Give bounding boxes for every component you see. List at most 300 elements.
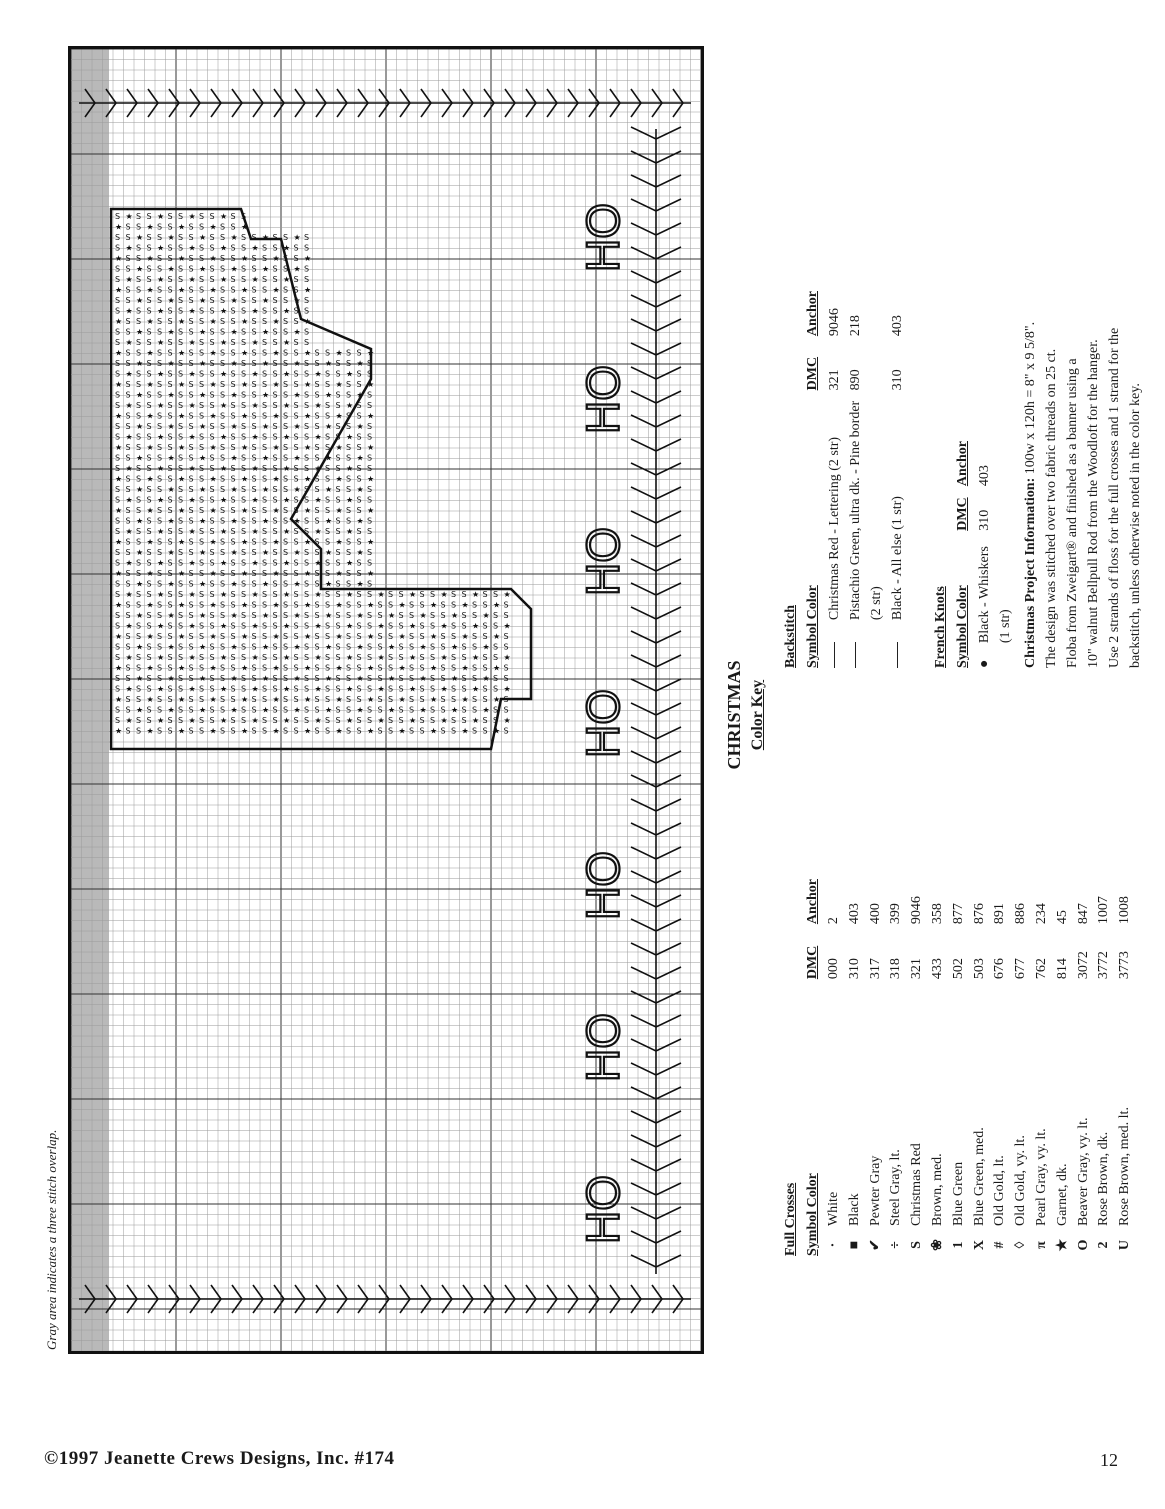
svg-text:S: S (451, 632, 457, 641)
svg-text:S: S (493, 611, 499, 620)
svg-text:S: S (220, 443, 226, 452)
svg-text:★: ★ (325, 548, 333, 557)
svg-text:★: ★ (419, 642, 427, 652)
svg-text:S: S (125, 642, 131, 652)
svg-text:S: S (115, 359, 121, 368)
svg-text:S: S (230, 621, 236, 631)
svg-text:S: S (125, 285, 131, 295)
svg-text:S: S (325, 537, 331, 547)
svg-text:S: S (199, 411, 205, 421)
fc-anchor: 1007 (1096, 896, 1112, 925)
svg-text:★: ★ (503, 684, 511, 694)
svg-text:S: S (293, 716, 299, 725)
svg-text:S: S (220, 695, 226, 704)
svg-text:S: S (220, 254, 226, 263)
svg-text:S: S (199, 338, 205, 347)
svg-text:★: ★ (167, 579, 175, 589)
fc-symbol: π (1033, 1241, 1049, 1249)
svg-text:S: S (293, 726, 299, 736)
svg-text:S: S (356, 558, 362, 568)
svg-text:S: S (482, 600, 488, 610)
svg-text:S: S (209, 558, 215, 568)
svg-text:S: S (272, 327, 278, 337)
svg-text:S: S (178, 464, 184, 473)
svg-text:★: ★ (178, 285, 186, 295)
svg-text:★: ★ (209, 254, 217, 263)
full-cross-row (1053, 871, 1074, 1256)
svg-text:S: S (125, 537, 131, 547)
svg-text:S: S (356, 443, 362, 452)
svg-text:★: ★ (167, 296, 175, 305)
svg-text:★: ★ (136, 579, 144, 589)
svg-text:S: S (209, 527, 215, 536)
svg-text:★: ★ (335, 632, 343, 641)
svg-text:S: S (230, 401, 236, 410)
svg-text:S: S (398, 674, 404, 683)
svg-text:★: ★ (377, 621, 385, 631)
svg-text:★: ★ (146, 254, 154, 263)
svg-text:S: S (283, 537, 289, 547)
full-cross-row (970, 871, 991, 1256)
svg-text:S: S (262, 632, 268, 641)
fc-dmc: 3772 (1096, 951, 1112, 980)
svg-text:S: S (241, 579, 247, 589)
svg-text:S: S (230, 632, 236, 641)
fc-dmc: 433 (929, 958, 945, 980)
svg-text:★: ★ (199, 390, 207, 400)
svg-text:S: S (430, 653, 436, 662)
svg-text:S: S (272, 464, 278, 473)
svg-text:S: S (199, 275, 205, 284)
svg-text:★: ★ (136, 264, 144, 274)
svg-text:★: ★ (220, 338, 228, 347)
svg-text:S: S (241, 464, 247, 473)
svg-text:S: S (136, 432, 142, 442)
svg-text:★: ★ (346, 590, 354, 599)
svg-text:★: ★ (157, 653, 165, 662)
svg-text:S: S (293, 600, 299, 610)
svg-text:★: ★ (409, 621, 417, 631)
svg-text:S: S (388, 600, 394, 610)
svg-text:S: S (146, 558, 152, 568)
fc-color: Blue Green, med. (971, 1127, 987, 1227)
svg-text:S: S (503, 705, 509, 715)
svg-text:★: ★ (146, 380, 154, 389)
svg-text:S: S (251, 579, 257, 589)
svg-text:S: S (125, 422, 131, 431)
svg-text:★: ★ (125, 243, 133, 253)
fc-dmc: 310 (846, 958, 862, 980)
svg-text:★: ★ (335, 474, 343, 484)
svg-text:S: S (167, 527, 173, 536)
svg-text:★: ★ (146, 285, 154, 295)
svg-text:★: ★ (451, 674, 459, 683)
svg-text:★: ★ (304, 506, 312, 515)
svg-text:S: S (283, 264, 289, 274)
svg-text:★: ★ (314, 401, 322, 410)
svg-text:★: ★ (388, 642, 396, 652)
svg-text:★: ★ (493, 663, 501, 673)
svg-text:S: S (388, 695, 394, 704)
svg-text:★: ★ (167, 642, 175, 652)
svg-text:S: S (272, 558, 278, 568)
svg-text:S: S (167, 621, 173, 631)
svg-text:★: ★ (377, 684, 385, 694)
svg-text:S: S (167, 317, 173, 326)
svg-text:S: S (251, 380, 257, 389)
svg-text:★: ★ (199, 453, 207, 463)
svg-text:★: ★ (241, 317, 249, 326)
svg-text:S: S (293, 464, 299, 473)
svg-text:★: ★ (188, 527, 196, 536)
project-info-line: Use 2 strands of floss for the full crosses and 1 strand for the (1107, 327, 1122, 668)
svg-text:★: ★ (251, 558, 259, 568)
svg-text:S: S (325, 464, 331, 473)
fc-color: Blue Green (950, 1161, 966, 1227)
svg-text:S: S (146, 464, 152, 473)
svg-text:S: S (451, 663, 457, 673)
svg-text:S: S (136, 558, 142, 568)
svg-text:★: ★ (188, 432, 196, 442)
svg-text:S: S (251, 632, 257, 641)
svg-text:S: S (356, 369, 362, 379)
svg-text:S: S (440, 632, 446, 641)
svg-text:S: S (304, 516, 310, 526)
svg-text:★: ★ (188, 558, 196, 568)
svg-text:S: S (125, 726, 131, 736)
svg-text:S: S (188, 222, 194, 232)
svg-text:S: S (209, 243, 215, 253)
svg-text:★: ★ (272, 506, 280, 515)
svg-text:★: ★ (398, 600, 406, 610)
svg-text:★: ★ (461, 600, 469, 610)
svg-text:S: S (167, 474, 173, 484)
svg-text:★: ★ (251, 338, 259, 347)
svg-text:S: S (146, 338, 152, 347)
svg-text:S: S (272, 338, 278, 347)
svg-text:S: S (262, 726, 268, 736)
svg-text:S: S (125, 506, 131, 515)
project-info-line: Floba from Zweigart® and finished as a banner using a (1065, 358, 1080, 668)
cross-stitch-chart (68, 46, 704, 1354)
svg-text:S: S (241, 401, 247, 410)
svg-text:★: ★ (304, 348, 312, 358)
svg-text:S: S (293, 537, 299, 547)
svg-text:S: S (356, 495, 362, 505)
svg-text:S: S (115, 422, 121, 431)
svg-text:S: S (178, 653, 184, 662)
svg-text:★: ★ (335, 663, 343, 673)
svg-text:S: S (178, 558, 184, 568)
svg-text:★: ★ (262, 516, 270, 526)
svg-text:S: S (220, 222, 226, 232)
svg-text:S: S (178, 716, 184, 725)
svg-text:★: ★ (251, 527, 259, 536)
svg-text:S: S (346, 663, 352, 673)
svg-text:★: ★ (178, 254, 186, 263)
svg-text:★: ★ (157, 621, 165, 631)
svg-text:S: S (304, 527, 310, 536)
line-symbol-icon (855, 642, 856, 668)
svg-text:S: S (199, 632, 205, 641)
svg-text:S: S (314, 348, 320, 358)
fc-symbol: S (909, 1241, 925, 1249)
svg-text:S: S (283, 579, 289, 589)
svg-text:S: S (283, 233, 289, 242)
svg-text:S: S (251, 317, 257, 326)
svg-text:S: S (220, 611, 226, 620)
svg-text:S: S (199, 495, 205, 505)
svg-text:★: ★ (472, 653, 480, 662)
svg-text:S: S (419, 590, 425, 599)
fc-anchor: 886 (1013, 903, 1029, 925)
svg-text:S: S (209, 590, 215, 599)
svg-text:S: S (325, 443, 331, 452)
svg-text:S: S (178, 359, 184, 368)
svg-text:★: ★ (409, 716, 417, 725)
svg-text:S: S (251, 674, 257, 683)
svg-text:★: ★ (440, 621, 448, 631)
svg-text:S: S (388, 632, 394, 641)
svg-text:S: S (388, 653, 394, 662)
svg-text:S: S (314, 380, 320, 389)
svg-text:★: ★ (388, 674, 396, 683)
svg-text:S: S (409, 611, 415, 620)
svg-text:S: S (283, 506, 289, 515)
svg-text:★: ★ (335, 600, 343, 610)
svg-text:S: S (293, 432, 299, 442)
fc-symbol: ■ (846, 1240, 862, 1250)
svg-text:S: S (167, 411, 173, 421)
svg-text:★: ★ (419, 674, 427, 683)
svg-text:S: S (293, 653, 299, 662)
svg-text:★: ★ (146, 726, 154, 736)
svg-text:★: ★ (220, 401, 228, 410)
svg-text:★: ★ (209, 443, 217, 452)
pine-border-top (79, 89, 691, 117)
svg-text:★: ★ (398, 726, 406, 736)
svg-text:★: ★ (325, 422, 333, 431)
svg-text:★: ★ (220, 212, 228, 221)
svg-text:S: S (335, 422, 341, 431)
svg-text:★: ★ (409, 590, 417, 599)
backstitch-row (887, 283, 908, 668)
svg-text:S: S (199, 653, 205, 662)
svg-text:S: S (167, 684, 173, 694)
svg-text:S: S (356, 632, 362, 641)
svg-text:S: S (283, 695, 289, 704)
svg-text:S: S (346, 695, 352, 704)
svg-text:S: S (157, 233, 163, 242)
svg-text:S: S (136, 716, 142, 725)
svg-text:S: S (146, 369, 152, 379)
svg-text:★: ★ (419, 611, 427, 620)
svg-text:S: S (325, 401, 331, 410)
svg-text:S: S (356, 401, 362, 410)
svg-text:S: S (167, 212, 173, 221)
svg-text:★: ★ (367, 411, 375, 421)
svg-text:S: S (136, 411, 142, 421)
svg-text:S: S (230, 474, 236, 484)
svg-text:S: S (115, 485, 121, 494)
svg-text:★: ★ (262, 264, 270, 274)
svg-text:S: S (115, 548, 121, 557)
svg-text:★: ★ (367, 632, 375, 641)
svg-text:S: S (241, 296, 247, 305)
svg-text:S: S (188, 264, 194, 274)
svg-text:S: S (241, 369, 247, 379)
svg-text:S: S (419, 716, 425, 725)
svg-text:S: S (220, 380, 226, 389)
svg-text:S: S (335, 401, 341, 410)
svg-text:★: ★ (430, 600, 438, 610)
svg-text:S: S (304, 495, 310, 505)
svg-text:★: ★ (346, 558, 354, 568)
svg-text:★: ★ (335, 348, 343, 358)
svg-text:S: S (209, 453, 215, 463)
fc-symbol: ✔ (867, 1239, 883, 1251)
svg-text:S: S (325, 653, 331, 662)
svg-text:S: S (346, 411, 352, 421)
svg-text:★: ★ (146, 663, 154, 673)
svg-text:★: ★ (262, 453, 270, 463)
svg-text:★: ★ (335, 537, 343, 547)
svg-text:★: ★ (136, 548, 144, 557)
svg-text:S: S (325, 411, 331, 421)
svg-text:★: ★ (251, 401, 259, 410)
fc-anchor: 234 (1033, 903, 1049, 925)
svg-text:S: S (241, 233, 247, 242)
bs-color: Pistachio Green, ultra dk. - Pine border (2 str) (848, 400, 884, 621)
svg-text:★: ★ (178, 380, 186, 389)
svg-text:S: S (125, 611, 131, 620)
svg-text:S: S (220, 485, 226, 494)
svg-text:★: ★ (178, 474, 186, 484)
svg-text:★: ★ (178, 632, 186, 641)
svg-text:S: S (367, 453, 373, 463)
fk-dmc: 310 (977, 509, 992, 531)
svg-text:★: ★ (377, 590, 385, 599)
svg-text:S: S (157, 579, 163, 589)
svg-text:S: S (262, 285, 268, 295)
svg-text:S: S (335, 390, 341, 400)
svg-text:★: ★ (157, 432, 165, 442)
svg-text:S: S (293, 243, 299, 253)
svg-text:S: S (178, 527, 184, 536)
svg-text:S: S (482, 663, 488, 673)
svg-text:S: S (220, 317, 226, 326)
svg-text:S: S (419, 695, 425, 704)
svg-text:★: ★ (220, 275, 228, 284)
svg-text:★: ★ (230, 327, 238, 337)
svg-text:S: S (199, 600, 205, 610)
svg-text:S: S (325, 506, 331, 515)
svg-text:★: ★ (325, 359, 333, 368)
full-cross-row (990, 871, 1011, 1256)
svg-text:S: S (241, 684, 247, 694)
svg-text:★: ★ (251, 590, 259, 599)
svg-text:S: S (398, 611, 404, 620)
svg-text:★: ★ (220, 495, 228, 505)
svg-text:S: S (346, 674, 352, 683)
svg-text:S: S (272, 653, 278, 662)
fc-symbol: X (971, 1239, 987, 1251)
svg-text:★: ★ (125, 684, 133, 694)
svg-text:S: S (199, 401, 205, 410)
svg-text:★: ★ (188, 338, 196, 347)
svg-text:S: S (146, 653, 152, 662)
svg-text:S: S (262, 369, 268, 379)
svg-text:S: S (325, 590, 331, 599)
svg-text:S: S (283, 380, 289, 389)
svg-text:S: S (157, 674, 163, 683)
svg-text:S: S (367, 359, 373, 368)
svg-text:★: ★ (115, 285, 123, 295)
svg-text:S: S (136, 222, 142, 232)
svg-text:★: ★ (325, 390, 333, 400)
backstitch-row (824, 283, 845, 668)
french-knots-section (930, 433, 1016, 668)
svg-text:★: ★ (115, 411, 123, 421)
svg-text:★: ★ (115, 254, 123, 263)
svg-text:S: S (503, 611, 509, 620)
svg-text:S: S (388, 716, 394, 725)
svg-text:S: S (146, 327, 152, 337)
key-subtitle: Color Key (749, 679, 766, 751)
svg-text:S: S (293, 663, 299, 673)
svg-text:★: ★ (293, 264, 301, 274)
svg-text:S: S (272, 611, 278, 620)
svg-text:★: ★ (199, 359, 207, 368)
svg-text:★: ★ (272, 663, 280, 673)
svg-text:S: S (262, 317, 268, 326)
svg-text:★: ★ (377, 653, 385, 662)
svg-text:S: S (230, 254, 236, 263)
svg-text:S: S (461, 716, 467, 725)
svg-text:S: S (440, 726, 446, 736)
full-cross-row (1115, 871, 1136, 1256)
svg-text:★: ★ (251, 716, 259, 725)
pine-border-right (631, 127, 681, 1274)
svg-text:S: S (409, 663, 415, 673)
svg-text:S: S (356, 663, 362, 673)
svg-text:S: S (136, 380, 142, 389)
svg-text:S: S (314, 569, 320, 578)
svg-text:S: S (146, 422, 152, 431)
svg-text:S: S (115, 653, 121, 662)
svg-text:S: S (283, 317, 289, 326)
svg-text:S: S (188, 474, 194, 484)
fc-dmc: 676 (992, 958, 1008, 980)
svg-text:S: S (283, 254, 289, 263)
fc-anchor: 876 (971, 903, 987, 925)
svg-text:S: S (199, 254, 205, 263)
svg-text:★: ★ (482, 642, 490, 652)
svg-text:S: S (272, 369, 278, 379)
svg-text:★: ★ (304, 411, 312, 421)
svg-text:S: S (178, 621, 184, 631)
svg-text:★: ★ (188, 401, 196, 410)
svg-text:S: S (398, 684, 404, 694)
svg-text:★: ★ (199, 579, 207, 589)
svg-text:★: ★ (335, 726, 343, 736)
svg-text:S: S (409, 695, 415, 704)
svg-text:S: S (293, 285, 299, 295)
svg-text:★: ★ (356, 705, 364, 715)
fc-col-symbol-color: Symbol Color (805, 1173, 820, 1256)
fc-dmc: 3072 (1075, 951, 1091, 980)
svg-text:★: ★ (314, 369, 322, 379)
